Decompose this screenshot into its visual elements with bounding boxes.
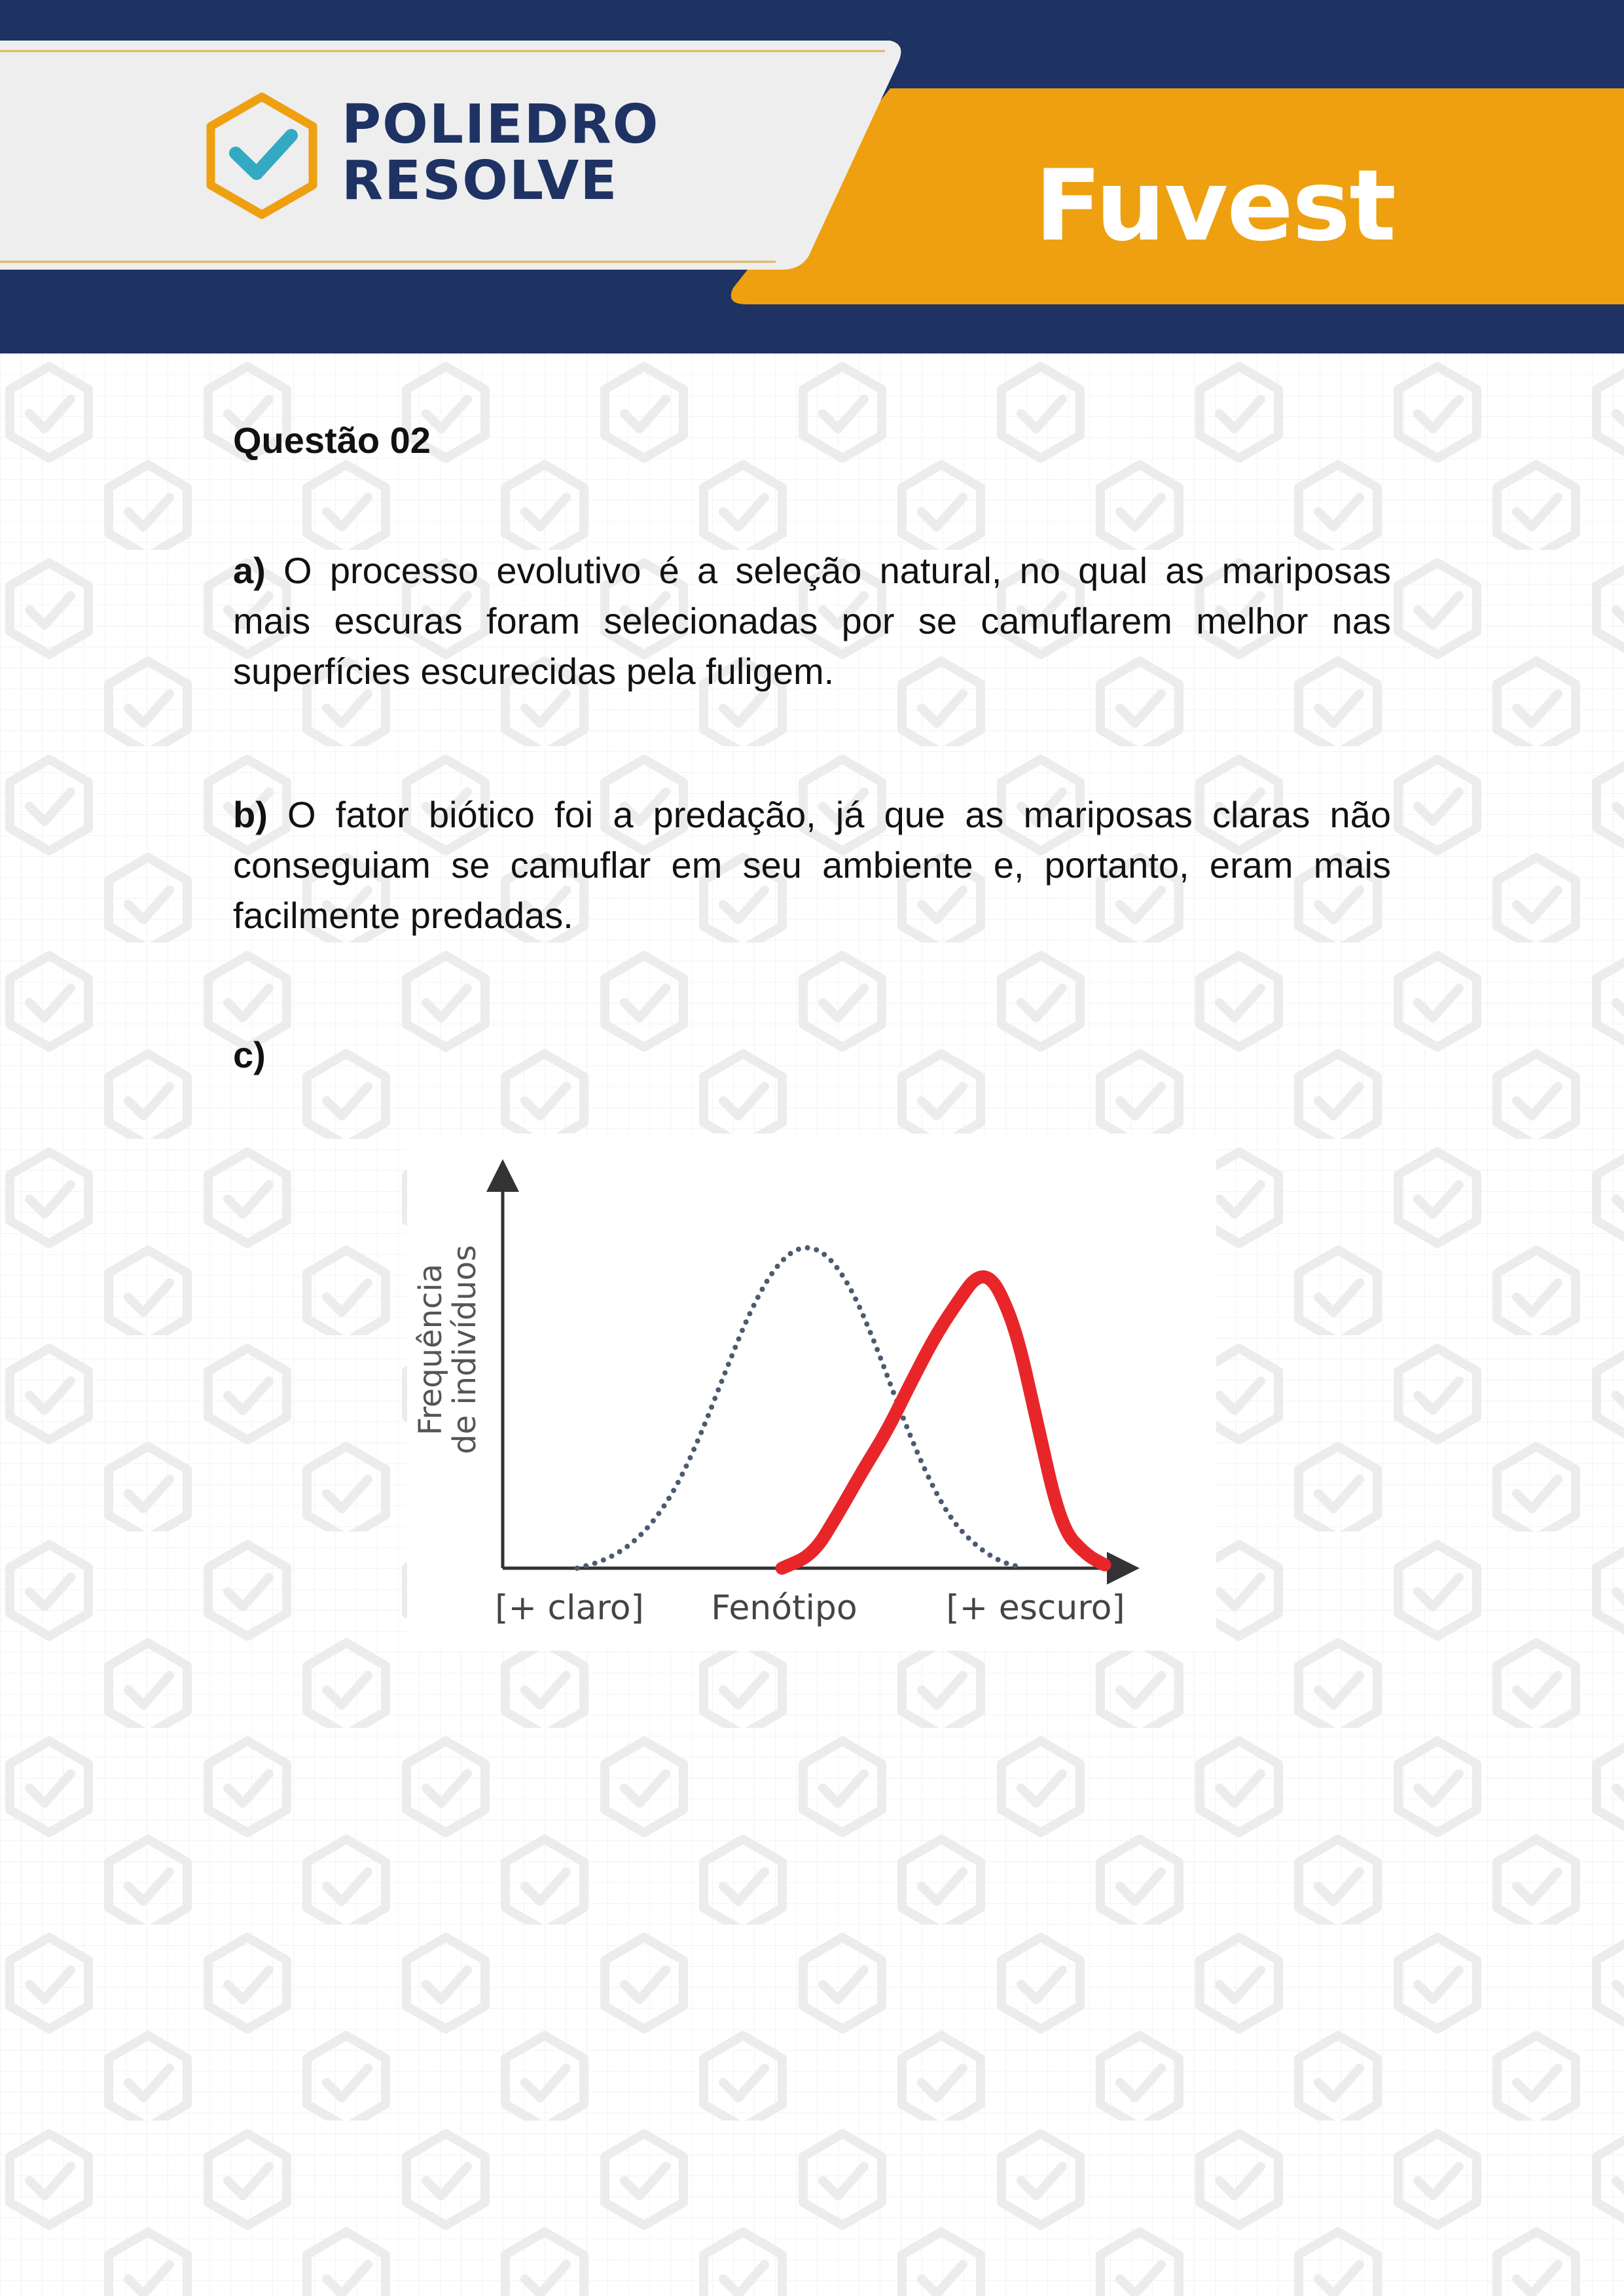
answer-a: [233, 545, 1391, 696]
answer-a-text: O processo evolutivo é a seleção natural, no qual as mariposas mais escuras foram selecionadas por se camuflarem melhor nas superfícies escurecidas pela fuligem.: [233, 550, 1392, 692]
answer-b: [233, 789, 1391, 941]
y-axis-label-line1: Frequência: [412, 1263, 449, 1436]
x-tick-left: [+ claro]: [495, 1588, 644, 1628]
x-tick-right: [+ escuro]: [946, 1588, 1125, 1628]
series-line-selected-population: [782, 1277, 1105, 1568]
phenotype-frequency-chart: [407, 1134, 1216, 1651]
y-axis-label-line2: de indivíduos: [446, 1245, 483, 1454]
brand-name-line1: POLIEDRO: [342, 94, 660, 156]
answer-c-label: c): [233, 1034, 266, 1075]
chart-svg: [407, 1134, 1216, 1651]
question-content: [233, 419, 1391, 1076]
exam-name: Fuvest: [1034, 149, 1395, 263]
brand-name-line2: RESOLVE: [342, 150, 619, 212]
x-axis-label: Fenótipo: [711, 1588, 857, 1628]
answer-b-label: b): [233, 794, 268, 835]
answer-a-label: a): [233, 550, 266, 591]
answer-b-text: O fator biótico foi a predação, já que as mariposas claras não conseguiam se camuflar em seu ambiente e, portanto, eram mais facilmente predadas.: [233, 794, 1391, 936]
question-title: Questão 02: [233, 420, 431, 461]
